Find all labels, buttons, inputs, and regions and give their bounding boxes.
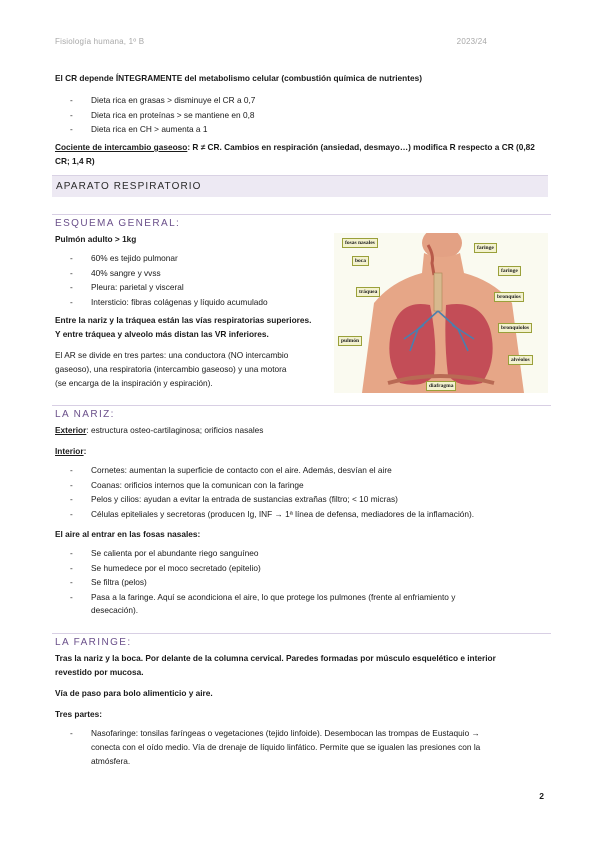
faringe-p1b: revestido por mucosa. (55, 667, 144, 677)
list-item: - Dieta rica en grasas > disminuye el CR a 0,7 (70, 93, 255, 108)
label-bronquiolos: bronquiolos (498, 323, 532, 333)
section-title-nariz: LA NARIZ: (52, 405, 551, 422)
interior-label: Interior (55, 446, 84, 456)
list-item: - 60% es tejido pulmonar (70, 251, 268, 266)
faringe-bullet-cont-1: conecta con el oído medio. Vía de drenaje de líquido linfático. Permite que se igualen las presiones con la (91, 742, 481, 752)
list-item: - 40% sangre y vvss (70, 266, 268, 281)
aire-last-cont: desecación). (91, 605, 139, 615)
exterior-label: Exterior (55, 425, 87, 435)
list-item: - Pleura: parietal y visceral (70, 280, 268, 295)
list-item: - Se calienta por el abundante riego sanguíneo (70, 546, 455, 561)
nariz-exterior (55, 423, 263, 437)
list-item: - Pelos y cilios: ayudan a evitar la entrada de sustancias extrañas (filtro; < 10 micras) (70, 492, 474, 507)
esquema-para2b: gaseoso), una respiratoria (intercambio gaseoso) y una motora (55, 364, 287, 374)
faringe-p1a: Tras la nariz y la boca. Por delante de la columna cervical. Paredes formadas por músculo esquelético e interior (55, 653, 496, 663)
trachea-shape (434, 273, 442, 311)
label-faringe-1: faringe (474, 243, 497, 253)
esquema-para1b: Y entre tráquea y alveolo más distan las VR inferiores. (55, 329, 269, 339)
esquema-bullets (70, 251, 268, 309)
label-traquea: tráquea (356, 287, 380, 297)
interior-tail: : (83, 446, 87, 456)
esquema-subtitle: Pulmón adulto > 1kg (55, 234, 137, 244)
list-item: - Se filtra (pelos) (70, 575, 455, 590)
list-item: - Coanas: orificios internos que la comunican con la faringe (70, 478, 474, 493)
label-bronquios: bronquios (494, 292, 524, 302)
list-item: - Intersticio: fibras colágenas y líquido acumulado (70, 295, 268, 310)
list-item: - Dieta rica en proteínas > se mantiene en 0,8 (70, 108, 255, 123)
label-fosas: fosas nasales (342, 238, 378, 248)
faringe-bullets (70, 726, 480, 741)
faringe-bullet-cont-2: atmósfera. (91, 756, 131, 766)
intro-bullets (70, 93, 255, 137)
list-item: - Se humedece por el moco secretado (epitelio) (70, 561, 455, 576)
esquema-para2a: El AR se divide en tres partes: una conductora (NO intercambio (55, 350, 289, 360)
nariz-interior (55, 444, 86, 458)
esquema-para2c: (se encarga de la inspiración y espiración). (55, 378, 213, 388)
label-alveolos: alvéolos (508, 355, 533, 365)
faringe-p2: Vía de paso para bolo alimenticio y aire. (55, 688, 213, 698)
cociente-text-cont: CR; 1,4 R) (55, 156, 95, 166)
section-title-faringe: LA FARINGE: (52, 633, 551, 650)
label-boca: boca (352, 256, 369, 266)
label-faringe-2: faringe (498, 266, 521, 276)
label-diafragma: diafragma (426, 381, 456, 391)
intro-line: El CR depende ÍNTEGRAMENTE del metabolismo celular (combustión química de nutrientes) (55, 73, 422, 83)
faringe-p3: Tres partes: (55, 709, 103, 719)
page-number: 2 (539, 791, 544, 801)
aire-bullets (70, 546, 455, 604)
section-title-esquema: ESQUEMA GENERAL: (52, 214, 551, 231)
cociente-paragraph (55, 140, 535, 154)
list-item: - Pasa a la faringe. Aquí se acondiciona el aire, lo que protege los pulmones (frente al enfriamiento y (70, 590, 455, 605)
respiratory-system-figure (334, 233, 548, 393)
section-bar-aparato: APARATO RESPIRATORIO (52, 175, 548, 197)
exterior-text: : estructura osteo-cartilaginosa; orificios nasales (86, 425, 264, 435)
header-course: Fisiología humana, 1º B (55, 37, 145, 46)
interior-bullets (70, 463, 474, 521)
list-item: - Células epiteliales y secretoras (producen Ig, INF → 1ª línea de defensa, mediadores de la inflamación). (70, 507, 474, 522)
esquema-para1a: Entre la nariz y la tráquea están las vías respiratorias superiores. (55, 315, 312, 325)
cociente-text: : R ≠ CR. Cambios en respiración (ansiedad, desmayo…) modifica R respecto a CR (0,82 (187, 142, 535, 152)
list-item: - Nasofaringe: tonsilas faríngeas o vegetaciones (tejido linfoide). Desembocan las trompas de Eustaquio → (70, 726, 480, 741)
cociente-title: Cociente de intercambio gaseoso (55, 142, 188, 152)
header-year: 2023/24 (456, 37, 487, 46)
aire-intro: El aire al entrar en las fosas nasales: (55, 529, 201, 539)
list-item: - Dieta rica en CH > aumenta a 1 (70, 122, 255, 137)
list-item: - Cornetes: aumentan la superficie de contacto con el aire. Además, desvían el aire (70, 463, 474, 478)
label-pulmon: pulmón (338, 336, 362, 346)
